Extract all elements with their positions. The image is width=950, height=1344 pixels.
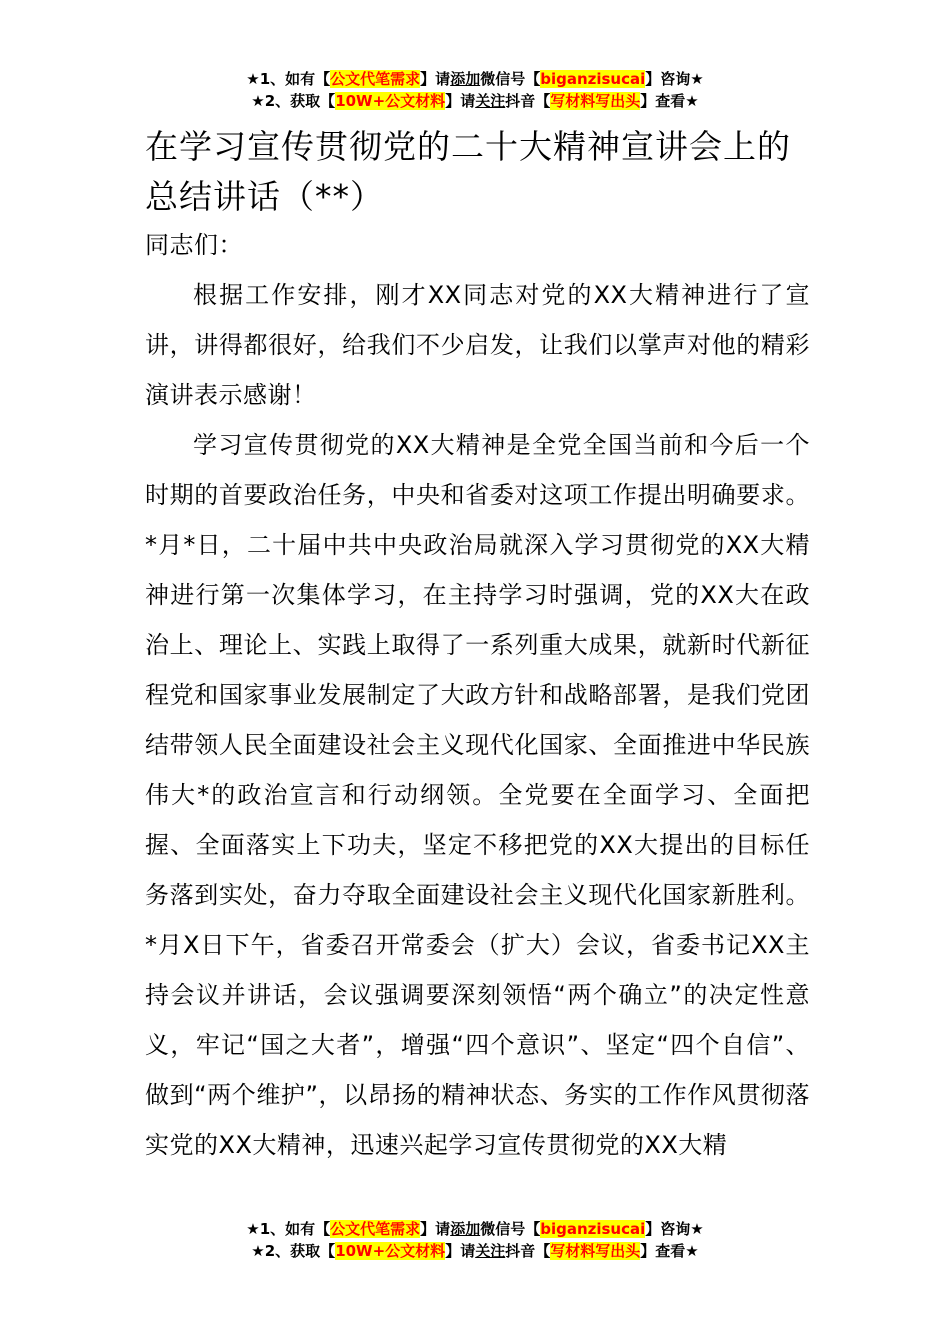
- banner-emphasis: 关注: [475, 1242, 506, 1260]
- banner-text: ★2、获取【: [251, 92, 336, 110]
- banner-text: 】请: [420, 1220, 451, 1238]
- banner-text: 】查看★: [640, 92, 699, 110]
- banner-line-2: [0, 90, 950, 112]
- banner-text: 抖音【: [505, 92, 551, 110]
- banner-text: ★2、获取【: [251, 1242, 336, 1260]
- banner-line-2: [0, 1240, 950, 1262]
- banner-text: 】请: [420, 70, 451, 88]
- banner-emphasis: 添加: [450, 1220, 481, 1238]
- banner-line-1: [0, 1218, 950, 1240]
- banner-highlight: 公文代笔需求: [330, 1220, 421, 1238]
- header-banner: [0, 68, 950, 112]
- banner-highlight: 写材料写出头: [550, 1242, 641, 1260]
- banner-text: 抖音【: [505, 1242, 551, 1260]
- body-paragraph: 根据工作安排，刚才XX同志对党的XX大精神进行了宣讲，讲得都很好，给我们不少启发，让我们以掌声对他的精彩演讲表示感谢！: [145, 281, 810, 409]
- banner-text: ★1、如有【: [246, 1220, 331, 1238]
- salutation: 同志们：: [145, 231, 243, 259]
- banner-emphasis: 关注: [475, 92, 506, 110]
- banner-text: 】咨询★: [645, 1220, 704, 1238]
- banner-highlight: 公文代笔需求: [330, 70, 421, 88]
- banner-text: 】咨询★: [645, 70, 704, 88]
- footer-banner: [0, 1218, 950, 1262]
- banner-text: 】请: [445, 1242, 476, 1260]
- body-paragraph: 学习宣传贯彻党的XX大精神是全党全国当前和今后一个时期的首要政治任务，中央和省委对这项工作提出明确要求。*月*日，二十届中共中央政治局就深入学习贯彻党的XX大精神进行第一次集体学习，在主持学习时强调，党的XX大在政治上、理论上、实践上取得了一系列重大成果，就新时代新征程党和国家事业发展制定了大政方针和战略部署，是我们党团结带领人民全面建设社会主义现代化国家、全面推进中华民族伟大*的政治宣言和行动纲领。全党要在全面学习、全面把握、全面落实上下功夫，坚定不移把党的XX大提出的目标任务落到实处，奋力夺取全面建设社会主义现代化国家新胜利。*月X日下午，省委召开常委会（扩大）会议，省委书记XX主持会议并讲话，会议强调要深刻领悟“两个确立”的决定性意义，牢记“国之大者”，增强“四个意识”、坚定“四个自信”、做到“两个维护”，以昂扬的精神状态、务实的工作作风贯彻落实党的XX大精神，迅速兴起学习宣传贯彻党的XX大精: [145, 431, 810, 1159]
- banner-text: 微信号【: [480, 70, 541, 88]
- banner-highlight: 10W+公文材料: [335, 92, 446, 110]
- banner-line-1: [0, 68, 950, 90]
- banner-highlight: 10W+公文材料: [335, 1242, 446, 1260]
- banner-emphasis: 添加: [450, 70, 481, 88]
- document-body: [145, 220, 810, 1170]
- document-title: 在学习宣传贯彻党的二十大精神宣讲会上的总结讲话（**）: [145, 127, 791, 216]
- banner-text: 微信号【: [480, 1220, 541, 1238]
- banner-text: 】查看★: [640, 1242, 699, 1260]
- banner-text: ★1、如有【: [246, 70, 331, 88]
- banner-highlight: biganzisucai: [540, 1220, 646, 1238]
- banner-highlight: biganzisucai: [540, 70, 646, 88]
- banner-highlight: 写材料写出头: [550, 92, 641, 110]
- banner-text: 】请: [445, 92, 476, 110]
